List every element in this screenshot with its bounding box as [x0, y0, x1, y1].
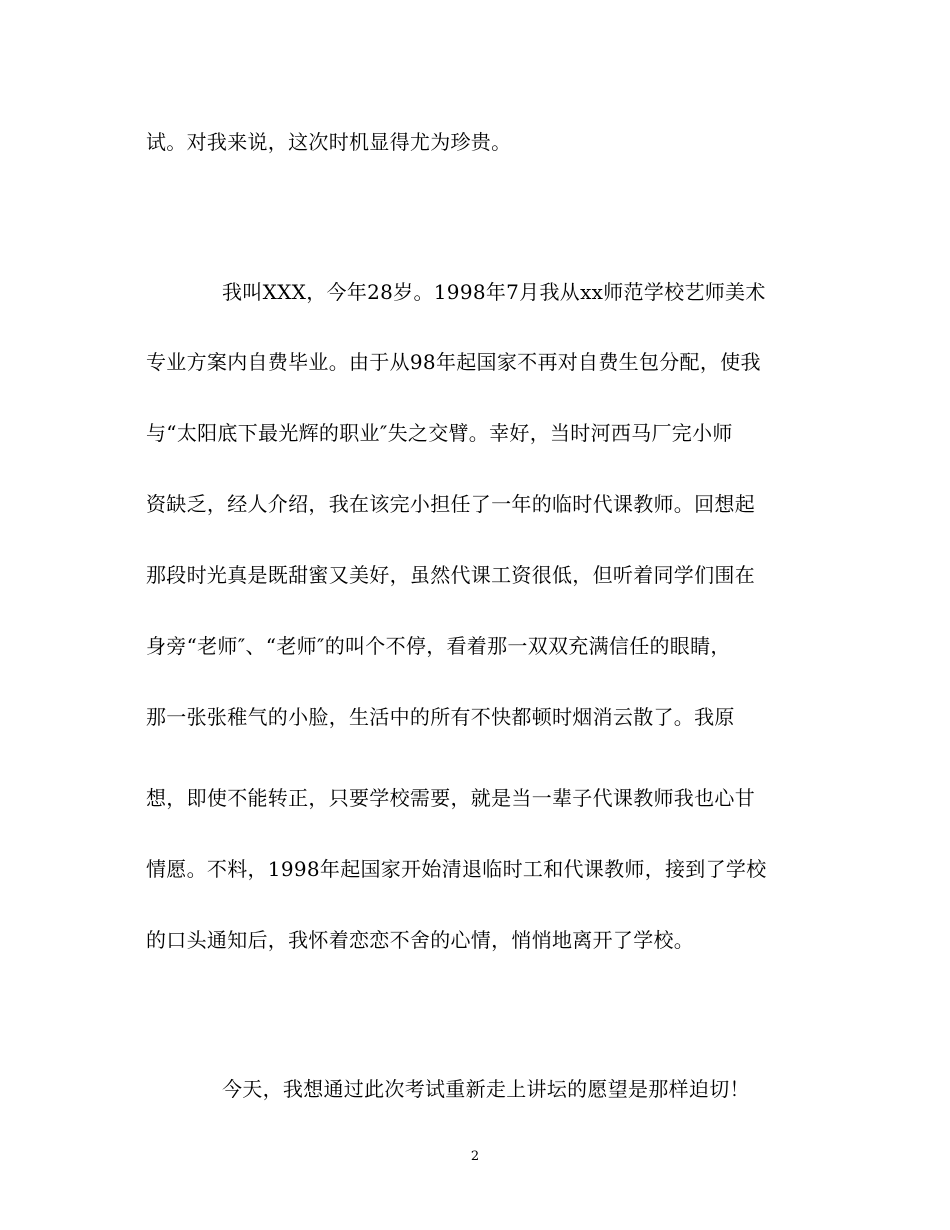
paragraph-2-line-8: 想，即使不能转正，只要学校需要，就是当一辈子代课教师我也心甘	[146, 786, 755, 810]
paragraph-2-line-2: 专业方案内自费毕业。由于从98年起国家不再对自费生包分配，使我	[146, 350, 761, 374]
paragraph-2-line-7: 那一张张稚气的小脸，生活中的所有不快都顿时烟消云散了。我原	[146, 705, 735, 729]
page-number: 2	[470, 1149, 480, 1164]
paragraph-3-line-1: 今天，我想通过此次考试重新走上讲坛的愿望是那样迫切！	[222, 1077, 750, 1101]
paragraph-2-line-10: 的口头通知后，我怀着恋恋不舍的心情，悄悄地离开了学校。	[146, 928, 695, 952]
paragraph-2-line-1: 我叫XXX，今年28岁。1998年7月我从xx师范学校艺师美术	[222, 280, 766, 304]
paragraph-2-line-4: 资缺乏，经人介绍，我在该完小担任了一年的临时代课教师。回想起	[146, 492, 755, 516]
paragraph-2-line-9: 情愿。不料，1998年起国家开始清退临时工和代课教师，接到了学校	[146, 857, 767, 881]
paragraph-2-line-6: 身旁“老师″、“老师″的叫个不停，看着那一双双充满信任的眼睛，	[146, 634, 731, 658]
paragraph-2-line-5: 那段时光真是既甜蜜又美好，虽然代课工资很低，但听着同学们围在	[146, 563, 755, 587]
paragraph-2-line-3: 与“太阳底下最光辉的职业″失之交臂。幸好，当时河西马厂完小师	[146, 421, 733, 445]
paragraph-1-line-1: 试。对我来说，这次时机显得尤为珍贵。	[146, 130, 512, 154]
